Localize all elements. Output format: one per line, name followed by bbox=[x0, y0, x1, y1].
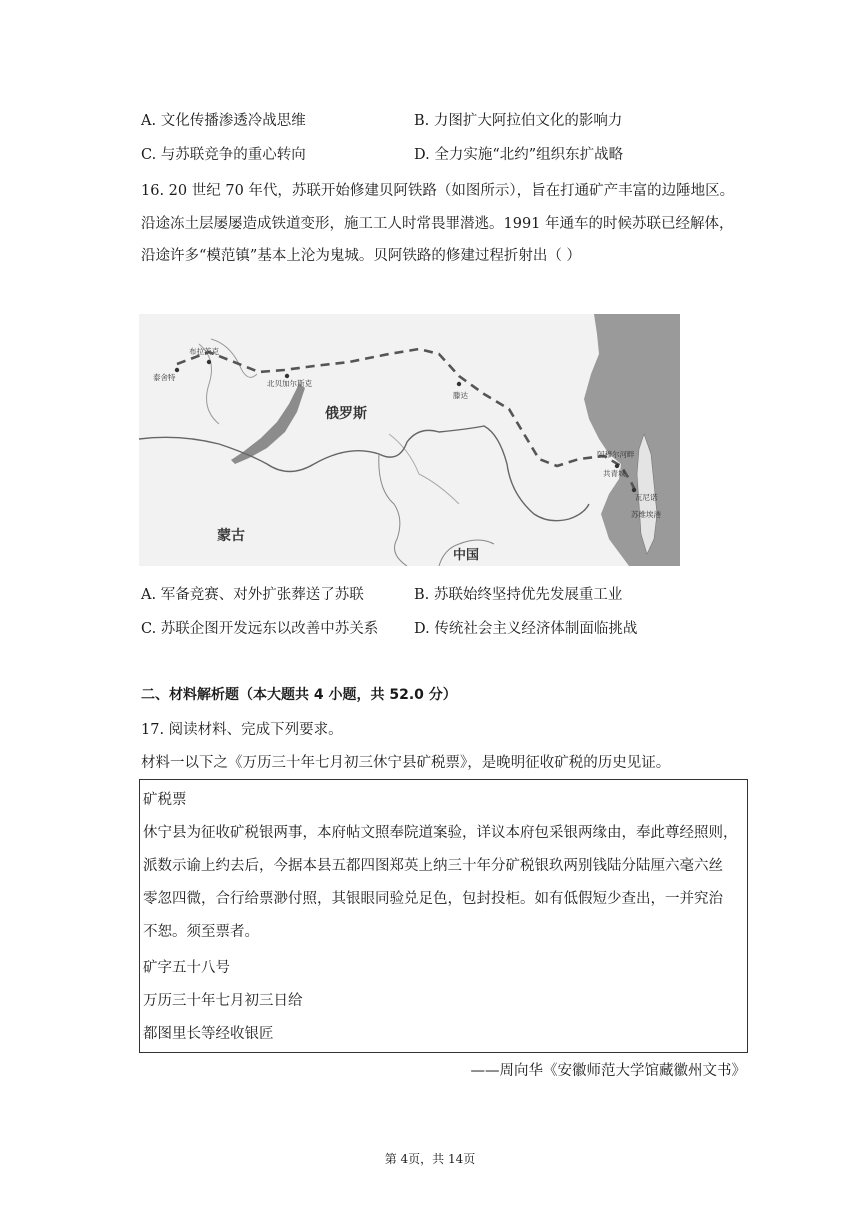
map-label-bratsk: 布拉茨克 bbox=[189, 347, 219, 356]
map-label-mongolia: 蒙古 bbox=[217, 528, 245, 544]
material-line-4: 零忽四微，合行给票渺付照，其银眼同验兑足色，包封投柜。如有低假短少查出，一并究治 bbox=[143, 891, 723, 907]
material-line-2: 休宁县为征收矿税银两事，本府帖文照奉院道案验，详议本府包采银两缘由，奉此尊经照则， bbox=[143, 825, 738, 841]
baikal-amur-railway-map bbox=[139, 314, 680, 566]
map-label-tynda: 滕达 bbox=[453, 391, 468, 400]
material-line-5: 不恕。须至票者。 bbox=[143, 924, 259, 940]
map-label-sovgavan: 苏维埃港 bbox=[631, 510, 661, 519]
map-label-vanino: 瓦尼诺 bbox=[635, 493, 658, 502]
q16-option-d: D. 传统社会主义经济体制面临挑战 bbox=[414, 621, 638, 637]
material-source: ——周向华《安徽师范大学馆藏徽州文书》 bbox=[470, 1063, 746, 1079]
material-line-6: 矿字五十八号 bbox=[143, 960, 230, 976]
q15-option-d: D. 全力实施“北约”组织东扩战略 bbox=[414, 147, 624, 163]
material-box bbox=[139, 779, 748, 1053]
q16-stem-line-1: 16. 20 世纪 70 年代，苏联开始修建贝阿铁路（如图所示），旨在打通矿产丰富的边陲地区。 bbox=[141, 183, 735, 199]
q16-option-c: C. 苏联企图开发远东以改善中苏关系 bbox=[141, 621, 379, 637]
q16-stem-line-2: 沿途冻土层屡屡造成铁道变形，施工工人时常畏罪潜逃。1991 年通车的时候苏联已经解体， bbox=[141, 216, 734, 232]
q15-option-a: A. 文化传播渗透冷战思维 bbox=[141, 113, 306, 129]
q15-option-c: C. 与苏联竞争的重心转向 bbox=[141, 147, 306, 163]
section-2-title: 二、材料解析题（本大题共 4 小题，共 52.0 分） bbox=[141, 687, 457, 703]
map-label-komsomolsk: 阿穆尔河畔 bbox=[597, 450, 635, 459]
material-line-7: 万历三十年七月初三日给 bbox=[143, 993, 303, 1009]
q16-stem-line-3: 沿途许多“模范镇”基本上沦为鬼城。贝阿铁路的修建过程折射出（ ） bbox=[141, 248, 581, 264]
map-label-china: 中国 bbox=[453, 548, 480, 563]
map-label-komsomolsk-2: 共青城 bbox=[603, 469, 626, 478]
page-footer: 第 4页，共 14页 bbox=[384, 1152, 476, 1166]
map-label-severobaikalsk: 北贝加尔斯克 bbox=[267, 379, 312, 388]
q16-option-a: A. 军备竞赛、对外扩张葬送了苏联 bbox=[141, 587, 364, 603]
material-line-3: 派数示谕上约去后，今据本县五都四图郑英上纳三十年分矿税银玖两别钱陆分陆厘六毫六丝 bbox=[143, 858, 723, 874]
q16-option-b: B. 苏联始终坚持优先发展重工业 bbox=[414, 587, 623, 603]
map-label-russia: 俄罗斯 bbox=[325, 406, 367, 422]
map-label-taishet: 泰舍特 bbox=[153, 373, 176, 382]
material-line-1: 矿税票 bbox=[143, 792, 187, 808]
q17-stem-line-1: 17. 阅读材料、完成下列要求。 bbox=[141, 722, 343, 738]
q15-option-b: B. 力图扩大阿拉伯文化的影响力 bbox=[414, 113, 623, 129]
material-line-8: 都图里长等经收银匠 bbox=[143, 1026, 274, 1042]
q17-stem-line-2: 材料一以下之《万历三十年七月初三休宁县矿税票》，是晚明征收矿税的历史见证。 bbox=[141, 755, 671, 771]
